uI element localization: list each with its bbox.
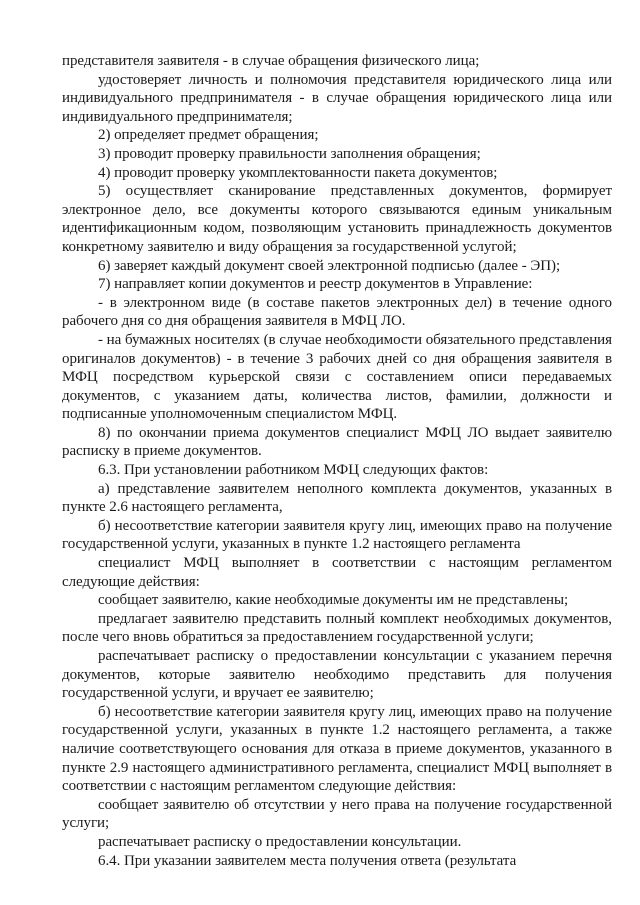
paragraph-8: 7) направляет копии документов и реестр документов в Управление:: [98, 276, 533, 293]
paragraph-2: удостоверяет личность и полномочия представителя юридического лица или индивидуального предпринимателя - в случае обращения юридического лица или индивидуального предпринимателя;: [62, 71, 612, 125]
paragraph-13: а) представление заявителем неполного комплекта документов, указанных в пункте 2.6 настоящего регламента,: [62, 480, 612, 516]
paragraph-19: б) несоответствие категории заявителя кругу лиц, имеющих право на получение государственной услуги, указанных в пункте 1.2 настоящего регламента, а также наличие соответствующего основания для отказа в приеме документов, указанного в пункте 2.9 настоящего административного регламента, специалист МФЦ выполняет в соответствии с настоящим регламентом следующие действия:: [62, 703, 612, 795]
paragraph-10: - на бумажных носителях (в случае необходимости обязательного представления оригиналов документов) - в течение 3 рабочих дней со дня обращения заявителя в МФЦ посредством курьерской связи с составлением описи передаваемых документов, с указанием даты, количества листов, фамилии, должности и подписанные уполномоченным специалистом МФЦ.: [62, 331, 612, 423]
paragraph-4: 3) проводит проверку правильности заполнения обращения;: [98, 145, 481, 162]
paragraph-12: 6.3. При установлении работником МФЦ следующих фактов:: [98, 462, 489, 479]
paragraph-1: представителя заявителя - в случае обращения физического лица;: [62, 53, 480, 69]
paragraph-20: сообщает заявителю об отсутствии у него права на получение государственной услуги;: [62, 796, 612, 832]
paragraph-11: 8) по окончании приема документов специалист МФЦ ЛО выдает заявителю расписку в приеме документов.: [62, 424, 612, 460]
document-page: [62, 52, 612, 870]
paragraph-15: специалист МФЦ выполняет в соответствии с настоящим регламентом следующие действия:: [62, 555, 612, 590]
paragraph-14: б) несоответствие категории заявителя кругу лиц, имеющих право на получение государственной услуги, указанных в пункте 1.2 настоящего регламента: [62, 517, 612, 553]
paragraph-18: распечатывает расписку о предоставлении консультации с указанием перечня документов, которые заявителю необходимо представить для получения государственной услуги, и вручает ее заявителю;: [62, 648, 612, 702]
paragraph-9: - в электронном виде (в составе пакетов электронных дел) в течение одного рабочего дня со дня обращения заявителя в МФЦ ЛО.: [62, 294, 612, 330]
paragraph-3: 2) определяет предмет обращения;: [98, 127, 319, 144]
paragraph-22: 6.4. При указании заявителем места получения ответа (результата: [98, 852, 517, 869]
paragraph-21: распечатывает расписку о предоставлении консультации.: [98, 833, 462, 850]
paragraph-17: предлагает заявителю представить полный комплект необходимых документов, после чего вновь обратиться за предоставлением государственной услуги;: [62, 610, 612, 646]
paragraph-5: 4) проводит проверку укомплектованности пакета документов;: [98, 164, 498, 181]
paragraph-7: 6) заверяет каждый документ своей электронной подписью (далее - ЭП);: [98, 257, 561, 274]
paragraph-16: сообщает заявителю, какие необходимые документы им не представлены;: [98, 592, 569, 609]
paragraph-6: 5) осуществляет сканирование представленных документов, формирует электронное дело, все документы которого связываются единым уникальным идентификационным кодом, позволяющим установить принадлежность документов конкретному заявителю и виду обращения за государственной услугой;: [62, 183, 612, 255]
